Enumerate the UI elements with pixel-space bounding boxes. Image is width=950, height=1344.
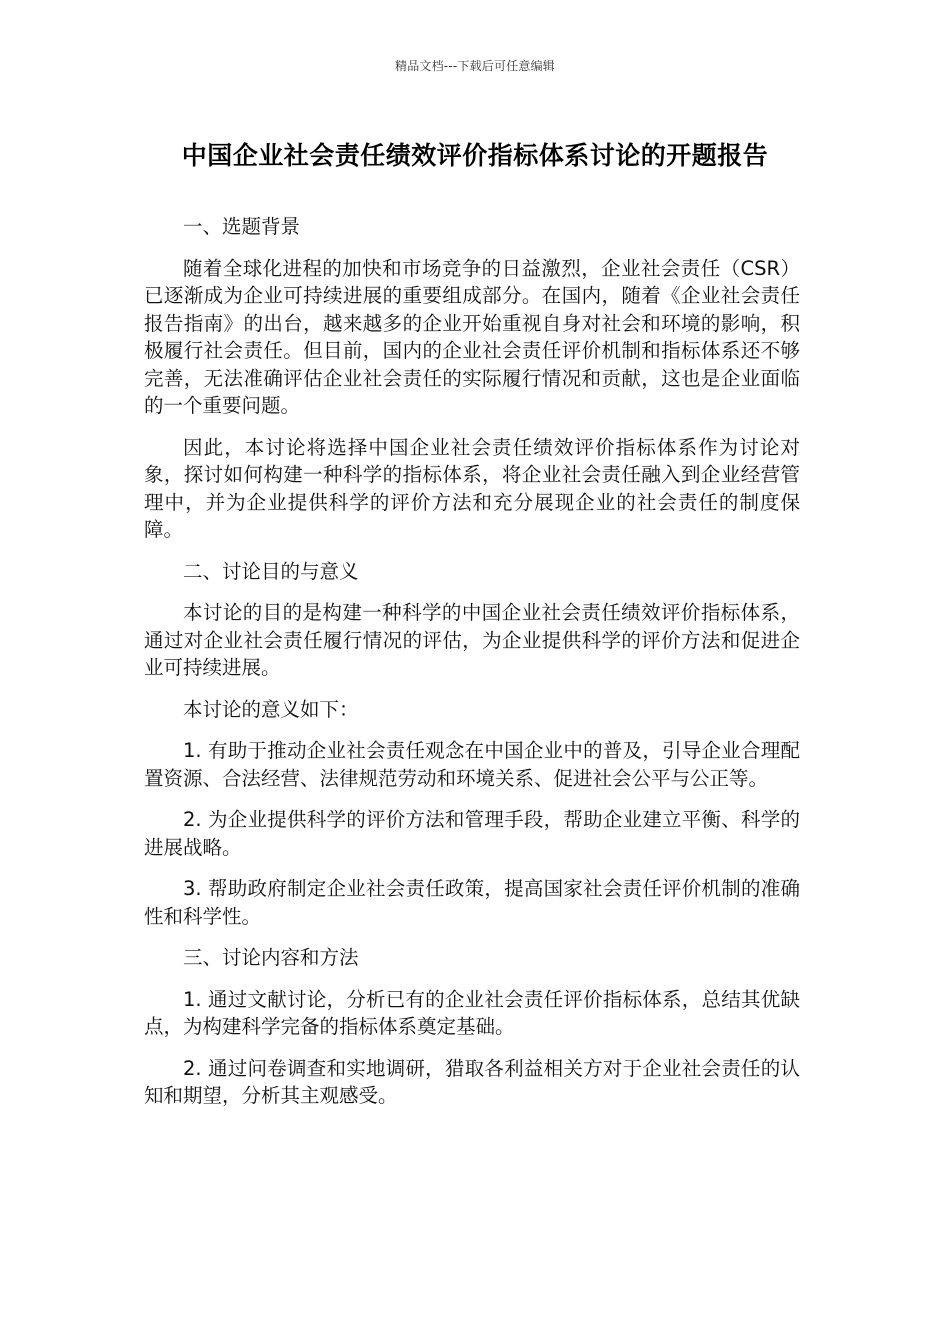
list-item: 2. 通过问卷调查和实地调研，猎取各利益相关方对于企业社会责任的认知和期望，分析其主观感受。 (144, 1056, 800, 1107)
list-item: 1. 有助于推动企业社会责任观念在中国企业中的普及，引导企业合理配置资源、合法经营、法律规范劳动和环境关系、促进社会公平与公正等。 (144, 739, 800, 790)
paragraph: 随着全球化进程的加快和市场竞争的日益激烈，企业社会责任（CSR）已逐渐成为企业可持续进展的重要组成部分。在国内，随着《企业社会责任报告指南》的出台，越来越多的企业开始重视自身对社会和环境的影响，积极履行社会责任。但目前，国内的企业社会责任评价机制和指标体系还不够完善，无法准确评估企业社会责任的实际履行情况和贡献，这也是企业面临的一个重要问题。 (144, 256, 800, 417)
page-header: 精品文档---下载后可任意编辑 (395, 59, 555, 73)
paragraph: 因此，本讨论将选择中国企业社会责任绩效评价指标体系作为讨论对象，探讨如何构建一种科学的指标体系，将企业社会责任融入到企业经营管理中，并为企业提供科学的评价方法和充分展现企业的社会责任的制度保障。 (144, 435, 800, 541)
document-body (144, 213, 800, 1124)
list-item: 3. 帮助政府制定企业社会责任政策，提高国家社会责任评价机制的准确性和科学性。 (144, 877, 800, 928)
document-title: 中国企业社会责任绩效评价指标体系讨论的开题报告 (181, 141, 769, 170)
section-heading-methods: 三、讨论内容和方法 (183, 946, 359, 969)
list-item: 2. 为企业提供科学的评价方法和管理手段，帮助企业建立平衡、科学的进展战略。 (144, 808, 800, 859)
paragraph: 本讨论的意义如下： (183, 697, 359, 721)
section-heading-background: 一、选题背景 (183, 215, 301, 238)
section-heading-purpose: 二、讨论目的与意义 (183, 559, 359, 583)
list-item: 1. 通过文献讨论，分析已有的企业社会责任评价指标体系，总结其优缺点，为构建科学完备的指标体系奠定基础。 (144, 987, 800, 1038)
paragraph: 本讨论的目的是构建一种科学的中国企业社会责任绩效评价指标体系，通过对企业社会责任履行情况的评估，为企业提供科学的评价方法和促进企业可持续进展。 (144, 601, 800, 679)
